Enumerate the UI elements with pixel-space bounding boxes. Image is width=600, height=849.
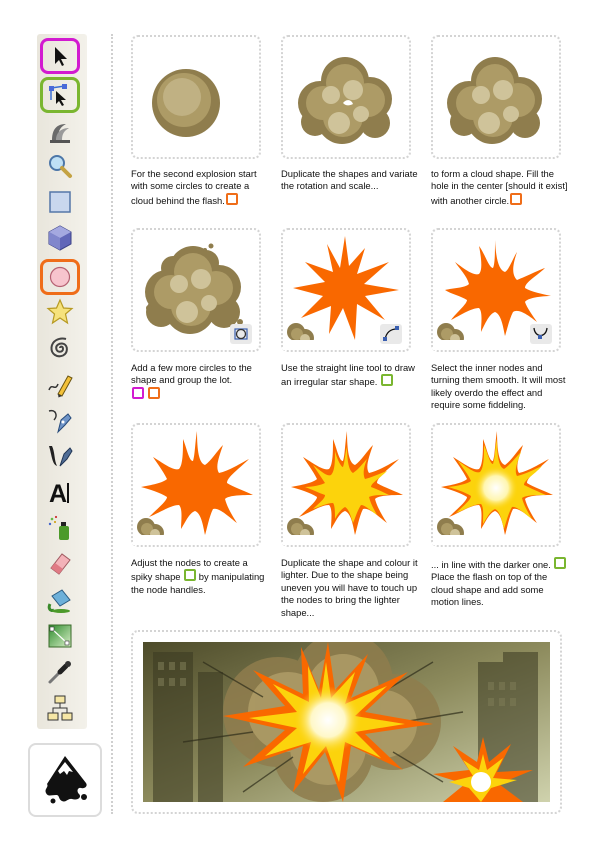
pencil-tool-icon[interactable] [42, 368, 78, 400]
step-6-illustration [431, 228, 561, 352]
inkscape-logo-icon [38, 753, 92, 807]
ellipse-tool-icon[interactable] [40, 259, 80, 295]
step-5-illustration [281, 228, 411, 352]
step-7-text-after: by manipulating the node handles. [131, 571, 265, 595]
text-tool-icon[interactable] [42, 476, 78, 508]
step-2-text: Duplicate the shapes and variate the rotation and scale... [281, 168, 418, 192]
zoom-tool-icon[interactable] [42, 150, 78, 182]
step-2-caption [281, 168, 421, 193]
eraser-tool-icon[interactable] [42, 548, 78, 580]
step-9-text2: Place the flash on top of the cloud shape and add some motion lines. [431, 571, 548, 608]
step-4-text: Add a few more circles to the shape and group the lot. [131, 362, 252, 386]
node-tool-icon[interactable] [40, 77, 80, 113]
inkscape-logo [28, 743, 102, 817]
step-5-text: Use the straight line tool to draw an irregular star shape. [281, 362, 415, 388]
node-tool-badge [554, 557, 566, 569]
spiral-tool-icon[interactable] [42, 332, 78, 364]
step-2-illustration [281, 35, 411, 159]
step-8-illustration [281, 423, 411, 547]
step-3-caption [431, 168, 571, 207]
ellipse-tool-badge [510, 193, 522, 205]
step-1-caption [131, 168, 271, 207]
step-7-illustration [131, 423, 261, 547]
ellipse-tool-badge [148, 387, 160, 399]
tool-palette [37, 34, 87, 729]
step-9-illustration [431, 423, 561, 547]
gradient-tool-icon[interactable] [42, 620, 78, 652]
dropper-tool-icon[interactable] [42, 656, 78, 688]
pen-tool-icon[interactable] [42, 404, 78, 436]
step-1-text: For the second explosion start with some circles to create a cloud behind the flash. [131, 168, 257, 206]
step-3-text: to form a cloud shape. Fill the hole in the center [should it exist] with another circle. [431, 168, 568, 206]
step-8-text: Duplicate the shape and colour it lighter. Due to the shape being uneven you will have to touch up the nodes to bring the lighter shape... [281, 557, 418, 618]
step-8-caption [281, 557, 421, 619]
connector-tool-icon[interactable] [42, 692, 78, 724]
page-divider [111, 34, 113, 814]
ellipse-tool-badge [226, 193, 238, 205]
step-7-text: Adjust the nodes to create a spiky shape [131, 557, 248, 583]
step-9-text: ... in line with the darker one. [431, 559, 551, 570]
step-6-text: Select the inner nodes and turning them smooth. It will most likely overdo the effect and require some fiddeling. [431, 362, 566, 411]
selector-tool-badge [132, 387, 144, 399]
final-illustration [131, 630, 562, 814]
spray-tool-icon[interactable] [42, 512, 78, 544]
star-tool-icon[interactable] [42, 296, 78, 328]
pen-tool-badge [381, 374, 393, 386]
svg-text:A: A [49, 480, 68, 506]
node-tool-badge [184, 569, 196, 581]
step-1-illustration [131, 35, 261, 159]
step-5-caption [281, 362, 421, 389]
step-6-caption [431, 362, 571, 412]
selector-tool-icon[interactable] [40, 38, 80, 74]
step-9-caption [431, 557, 571, 609]
calligraphy-tool-icon[interactable] [42, 440, 78, 472]
step-3-illustration [431, 35, 561, 159]
rectangle-tool-icon[interactable] [42, 186, 78, 218]
step-7-caption [131, 557, 271, 596]
tweak-tool-icon[interactable] [42, 116, 78, 148]
3d-box-tool-icon[interactable] [42, 222, 78, 254]
step-4-caption [131, 362, 271, 401]
paint-bucket-tool-icon[interactable] [42, 584, 78, 616]
step-4-illustration [131, 228, 261, 352]
